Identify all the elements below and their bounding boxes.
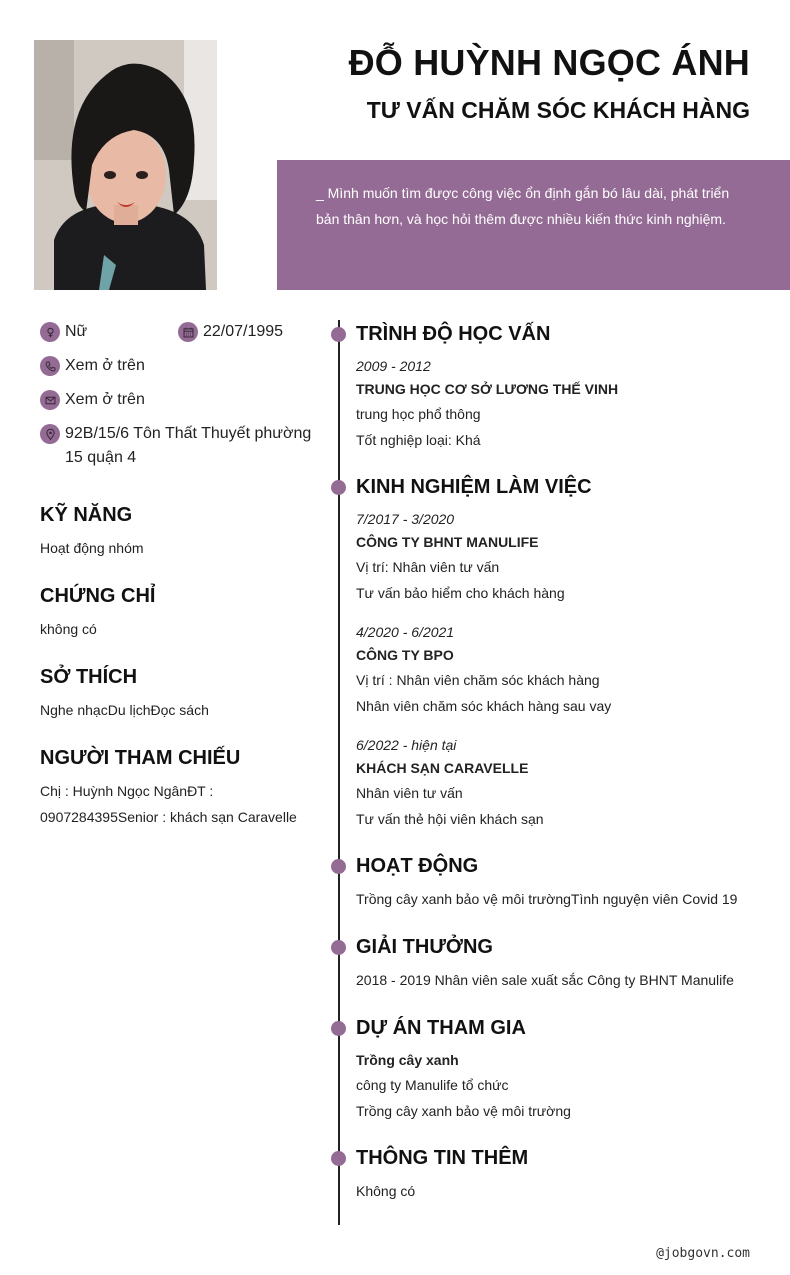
awards-item <box>356 967 766 993</box>
item-organization: TRUNG HỌC CƠ SỞ LƯƠNG THẾ VINH <box>356 381 619 397</box>
birthday-value: 22/07/1995 <box>203 323 284 340</box>
references-text: Chị : Huỳnh Ngọc NgânĐT : 0907284395Senior : khách sạn Caravelle <box>40 783 297 825</box>
watermark: @jobgovn.com <box>656 1246 750 1261</box>
item-organization: CÔNG TY BHNT MANULIFE <box>356 534 539 550</box>
projects-heading: DỰ ÁN THAM GIA <box>356 1017 526 1039</box>
item-period: 4/2020 - 6/2021 <box>356 624 455 640</box>
calendar-icon <box>178 322 198 342</box>
item-detail: Vị trí: Nhân viên tư vấn <box>356 559 500 575</box>
email-value: Xem ở trên <box>65 391 145 408</box>
item-detail: Nhân viên chăm sóc khách hàng sau vay <box>356 698 612 714</box>
item-organization: Trồng cây xanh <box>356 1052 459 1068</box>
timeline-line <box>338 320 340 1225</box>
certificates-text: không có <box>40 621 97 637</box>
references-heading: NGƯỜI THAM CHIẾU <box>40 747 241 769</box>
phone-icon <box>40 356 60 376</box>
skills-text: Hoạt động nhóm <box>40 540 144 556</box>
gender-icon <box>40 322 60 342</box>
career-objective: _ Mình muốn tìm được công việc ổn định gắn bó lâu dài, phát triển bản thân hơn, và học hỏi thêm được nhiều kiến thức kinh nghiệm. <box>316 185 730 227</box>
item-detail: Trồng cây xanh bảo vệ môi trường <box>356 1103 571 1119</box>
project-item <box>356 1048 766 1124</box>
profile-photo <box>34 40 217 290</box>
activities-item <box>356 886 766 912</box>
timeline-dot <box>331 859 346 874</box>
item-detail: Vị trí : Nhân viên chăm sóc khách hàng <box>356 672 600 688</box>
candidate-name: ĐỖ HUỲNH NGỌC ÁNH <box>348 42 750 83</box>
location-pin-icon <box>40 424 60 444</box>
education-heading: TRÌNH ĐỘ HỌC VẤN <box>356 323 551 345</box>
item-organization: KHÁCH SẠN CARAVELLE <box>356 760 529 776</box>
contact-gender <box>40 320 87 344</box>
timeline-dot <box>331 1021 346 1036</box>
email-icon <box>40 390 60 410</box>
more-info-item <box>356 1178 766 1204</box>
contact-email <box>40 388 145 412</box>
awards-heading: GIẢI THƯỞNG <box>356 936 493 958</box>
item-period: 7/2017 - 3/2020 <box>356 511 455 527</box>
activities-heading: HOẠT ĐỘNG <box>356 855 479 877</box>
experience-item <box>356 621 766 719</box>
skills-heading: KỸ NĂNG <box>40 504 133 526</box>
item-detail: công ty Manulife tổ chức <box>356 1077 509 1093</box>
contact-birthday <box>178 320 283 344</box>
item-organization: CÔNG TY BPO <box>356 647 454 663</box>
item-detail: Tư vấn thẻ hội viên khách sạn <box>356 811 544 827</box>
item-period: 6/2022 - hiện tại <box>356 737 457 753</box>
contact-address <box>40 422 320 470</box>
timeline-dot <box>331 940 346 955</box>
job-title: TƯ VẤN CHĂM SÓC KHÁCH HÀNG <box>366 97 750 123</box>
item-period: 2009 - 2012 <box>356 358 431 374</box>
awards-text: 2018 - 2019 Nhân viên sale xuất sắc Công ty BHNT Manulife <box>356 972 734 988</box>
experience-item <box>356 508 766 606</box>
item-detail: Tư vấn bảo hiểm cho khách hàng <box>356 585 565 601</box>
item-detail: Nhân viên tư vấn <box>356 785 463 801</box>
phone-value: Xem ở trên <box>65 357 145 374</box>
certificates-heading: CHỨNG CHỈ <box>40 585 156 607</box>
timeline-dot <box>331 327 346 342</box>
timeline-dot <box>331 480 346 495</box>
address-value: 92B/15/6 Tôn Thất Thuyết phường 15 quận 4 <box>65 425 312 466</box>
contact-phone <box>40 354 145 378</box>
more-info-heading: THÔNG TIN THÊM <box>356 1147 529 1169</box>
education-item <box>356 355 766 453</box>
timeline-dot <box>331 1151 346 1166</box>
experience-heading: KINH NGHIỆM LÀM VIỆC <box>356 476 592 498</box>
hobbies-text: Nghe nhạcDu lịchĐọc sách <box>40 702 209 718</box>
activities-text: Trồng cây xanh bảo vệ môi trườngTình nguyện viên Covid 19 <box>356 891 738 907</box>
hobbies-heading: SỞ THÍCH <box>40 666 138 688</box>
gender-value: Nữ <box>65 323 88 340</box>
item-detail: trung học phổ thông <box>356 406 481 422</box>
item-detail: Tốt nghiệp loại: Khá <box>356 432 481 448</box>
more-info-text: Không có <box>356 1183 416 1199</box>
experience-item <box>356 734 766 832</box>
